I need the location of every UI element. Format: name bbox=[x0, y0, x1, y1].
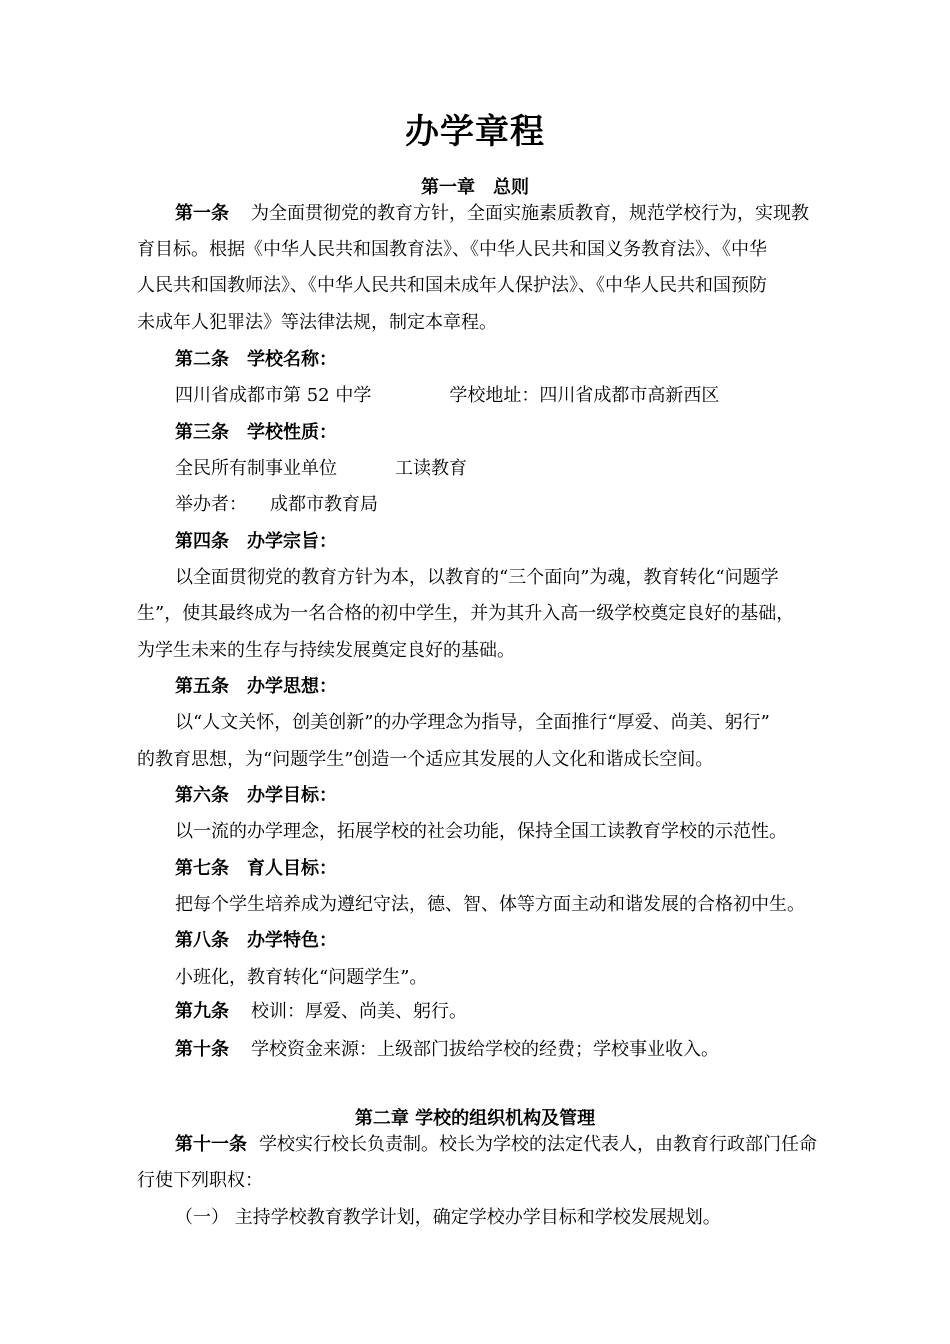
article1-line: 育目标。根据《中华人民共和国教育法》、《中华人民共和国义务教育法》、《中华 bbox=[137, 239, 767, 260]
article11-item: （一） 主持学校教育教学计划，确定学校办学目标和学校发展规划。 bbox=[175, 1207, 721, 1228]
school-type: 工读教育 bbox=[395, 458, 467, 479]
article1-first-line bbox=[175, 202, 867, 226]
sponsor-value: 成都市教育局 bbox=[270, 494, 378, 515]
chapter1-heading: 第一章 总则 bbox=[421, 177, 529, 198]
article4-line: 以全面贯彻党的教育方针为本，以教育的“三个面向”为魂，教育转化“问题学 bbox=[175, 567, 779, 588]
article4-label: 第四条 办学宗旨： bbox=[175, 531, 337, 552]
document-title: 办学章程 bbox=[405, 112, 545, 152]
school-address: 学校地址：四川省成都市高新西区 bbox=[449, 385, 720, 406]
article5-label: 第五条 办学思想： bbox=[175, 676, 337, 697]
article2-body bbox=[175, 384, 905, 408]
article2-label: 第二条 学校名称： bbox=[175, 349, 337, 370]
article10 bbox=[175, 1038, 867, 1062]
article11-first-line bbox=[175, 1133, 867, 1157]
article9-text: 校训：厚爱、尚美、躬行。 bbox=[251, 1001, 467, 1022]
article5-line: 的教育思想，为“问题学生”创造一个适应其发展的人文化和谐成长空间。 bbox=[137, 749, 714, 770]
article11-label: 第十一条 bbox=[175, 1134, 247, 1155]
article1-line: 人民共和国教师法》、《中华人民共和国未成年人保护法》、《中华人民共和国预防 bbox=[137, 275, 767, 296]
article10-label: 第十条 bbox=[175, 1039, 229, 1060]
article11-line: 行使下列职权： bbox=[137, 1170, 263, 1191]
article4-line: 为学生未来的生存与持续发展奠定良好的基础。 bbox=[137, 640, 515, 661]
article9 bbox=[175, 1000, 867, 1024]
article8-label: 第八条 办学特色： bbox=[175, 930, 337, 951]
article6-label: 第六条 办学目标： bbox=[175, 785, 337, 806]
article1-line: 未成年人犯罪法》等法律法规，制定本章程。 bbox=[137, 312, 497, 333]
article3-label: 第三条 学校性质： bbox=[175, 422, 337, 443]
school-nature: 全民所有制事业单位 bbox=[175, 458, 337, 479]
article7-text: 把每个学生培养成为遵纪守法，德、智、体等方面主动和谐发展的合格初中生。 bbox=[175, 894, 805, 915]
article11-text: 学校实行校长负责制。校长为学校的法定代表人，由教育行政部门任命 bbox=[259, 1134, 817, 1155]
article5-line: 以“人文关怀，创美创新”的办学理念为指导，全面推行“厚爱、尚美、躬行” bbox=[175, 712, 770, 733]
article7-label: 第七条 育人目标： bbox=[175, 858, 337, 879]
article4-line: 生”，使其最终成为一名合格的初中学生，并为其升入高一级学校奠定良好的基础， bbox=[137, 603, 795, 624]
article8-text: 小班化，教育转化“问题学生”。 bbox=[175, 967, 428, 988]
article1-label: 第一条 bbox=[175, 203, 229, 224]
article10-text: 学校资金来源：上级部门拔给学校的经费；学校事业收入。 bbox=[251, 1039, 719, 1060]
article3-body bbox=[175, 457, 905, 481]
article9-label: 第九条 bbox=[175, 1001, 229, 1022]
article1-text: 为全面贯彻党的教育方针，全面实施素质教育，规范学校行为，实现教 bbox=[251, 203, 809, 224]
school-name: 四川省成都市第 52 中学 bbox=[175, 385, 372, 406]
chapter2-heading: 第二章 学校的组织机构及管理 bbox=[354, 1108, 596, 1129]
sponsor-label: 举办者： bbox=[175, 494, 247, 515]
article6-text: 以一流的办学理念，拓展学校的社会功能，保持全国工读教育学校的示范性。 bbox=[175, 821, 787, 842]
article3-sponsor bbox=[175, 493, 905, 517]
